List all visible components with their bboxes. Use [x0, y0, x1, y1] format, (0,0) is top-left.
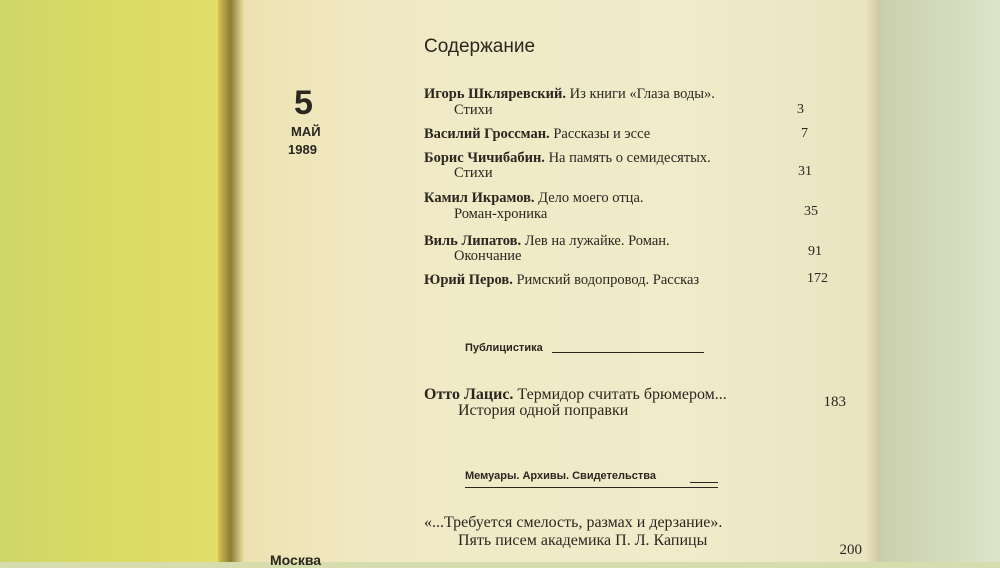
section-heading: Мемуары. Архивы. Свидетельства — [465, 470, 657, 482]
toc-entry — [424, 272, 699, 289]
entry-author: Борис Чичибабин. — [424, 150, 545, 166]
entry-page: 183 — [823, 394, 846, 410]
entry-title: Рассказы и эссе — [553, 126, 651, 142]
entry-author: Виль Липатов. — [424, 233, 522, 249]
entry-page: 7 — [801, 126, 808, 141]
entry-page: 172 — [807, 271, 828, 286]
entry-subtitle: Окончание — [454, 248, 522, 264]
entry-title: Из книги «Глаза воды». — [569, 86, 715, 102]
entry-author: Василий Гроссман. — [424, 126, 550, 142]
entry-title: На память о семидесятых. — [548, 150, 711, 166]
issue-year: 1989 — [288, 142, 317, 157]
section-heading: Публицистика — [465, 342, 543, 354]
issue-month: МАЙ — [291, 124, 321, 139]
section-rule — [690, 482, 718, 483]
entry-page: 3 — [797, 102, 804, 117]
publication-city: Москва — [270, 552, 322, 568]
background-surface — [880, 0, 1000, 562]
entry-title: Лев на лужайке. Роман. — [524, 233, 670, 249]
entry-subtitle: Стихи — [454, 102, 493, 118]
toc-entry-title: «...Требуется смелость, размах и дерзание». — [424, 514, 723, 531]
section-rule — [465, 487, 718, 488]
entry-author: Игорь Шкляревский. — [424, 86, 566, 102]
entry-subtitle: Стихи — [454, 165, 493, 181]
entry-title: Римский водопровод. Рассказ — [516, 272, 700, 288]
issue-number: 5 — [294, 84, 313, 122]
entry-title: Термидор считать брюмером... — [517, 386, 727, 403]
entry-title: Дело моего отца. — [538, 190, 644, 206]
toc-entry — [424, 86, 715, 103]
toc-entry — [424, 126, 650, 143]
entry-page: 35 — [804, 204, 818, 219]
entry-author: Юрий Перов. — [424, 272, 513, 288]
entry-subtitle: История одной поправки — [458, 402, 629, 419]
entry-subtitle: Пять писем академика П. Л. Капицы — [458, 532, 708, 549]
left-page — [0, 0, 222, 562]
page-edge — [866, 0, 880, 562]
entry-subtitle: Роман-хроника — [454, 206, 548, 222]
contents-title: Содержание — [424, 36, 536, 57]
toc-entry — [424, 190, 644, 207]
entry-page: 200 — [839, 542, 862, 558]
entry-author: Камил Икрамов. — [424, 190, 535, 206]
section-rule — [552, 352, 704, 353]
entry-author: Отто Лацис. — [424, 386, 514, 403]
entry-page: 91 — [808, 244, 822, 259]
entry-page: 31 — [798, 164, 812, 179]
